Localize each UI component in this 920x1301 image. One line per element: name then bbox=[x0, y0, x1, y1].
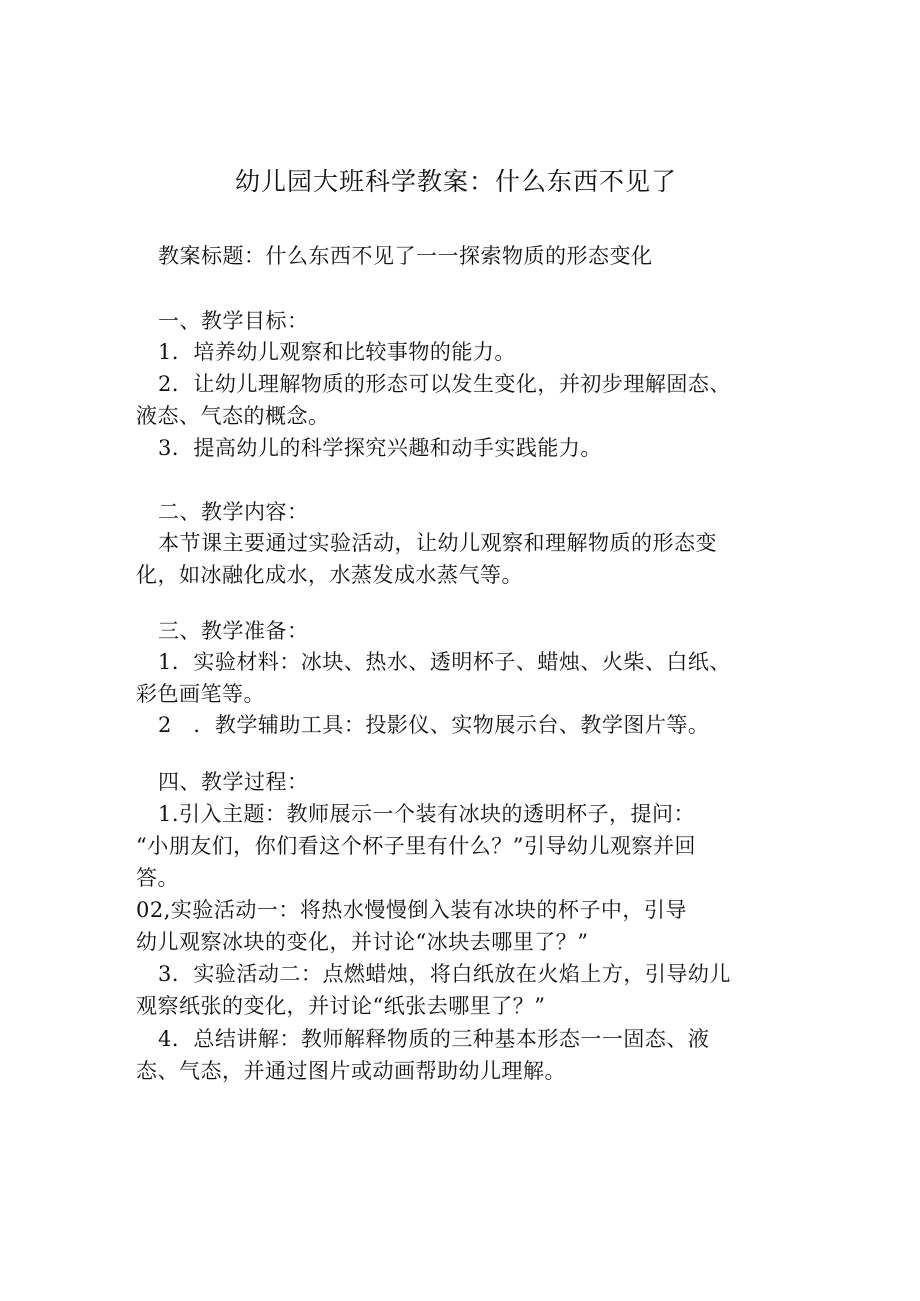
paragraph-line: 观察纸张的变化，并讨论“纸张去哪里了？” bbox=[136, 994, 546, 1018]
section-heading: 三、教学准备： bbox=[158, 619, 309, 643]
paragraph-line: 化，如冰融化成水，水蒸发成水蒸气等。 bbox=[136, 563, 523, 587]
list-item: 2．让幼儿理解物质的形态可以发生变化，并初步理解固态、 bbox=[158, 372, 731, 396]
paragraph-line: 幼儿观察冰块的变化，并讨论“冰块去哪里了？” bbox=[136, 930, 589, 954]
paragraph-line: 1.引入主题：教师展示一个装有冰块的透明杯子，提问： bbox=[158, 802, 696, 826]
list-item: 1．培养幼儿观察和比较事物的能力。 bbox=[158, 340, 516, 364]
paragraph-line: 态、气态，并通过图片或动画帮助幼儿理解。 bbox=[136, 1059, 566, 1083]
paragraph-line: 02,实验活动一：将热水慢慢倒入装有冰块的杯子中，引导 bbox=[136, 898, 687, 922]
list-item: 2 ．教学辅助工具：投影仪、实物展示台、教学图片等。 bbox=[158, 713, 710, 737]
paragraph-line: 4．总结讲解：教师解释物质的三种基本形态一一固态、液 bbox=[158, 1027, 710, 1051]
section-heading: 一、教学目标： bbox=[158, 309, 309, 333]
paragraph-line: 本节课主要通过实验活动，让幼儿观察和理解物质的形态变 bbox=[158, 531, 717, 555]
document-title: 幼儿园大班科学教案：什么东西不见了 bbox=[235, 167, 678, 196]
list-item: 1．实验材料：冰块、热水、透明杯子、蜡烛、火柴、白纸、 bbox=[158, 650, 731, 674]
paragraph-line: 答。 bbox=[136, 866, 179, 890]
lesson-subtitle: 教案标题：什么东西不见了一一探索物质的形态变化 bbox=[158, 244, 653, 268]
list-item-continuation: 液态、气态的概念。 bbox=[136, 404, 330, 428]
section-heading: 二、教学内容： bbox=[158, 500, 309, 524]
list-item: 3．提高幼儿的科学探究兴趣和动手实践能力。 bbox=[158, 436, 602, 460]
paragraph-line: “小朋友们，你们看这个杯子里有什么？”引导幼儿观察并回 bbox=[136, 834, 696, 858]
section-heading: 四、教学过程： bbox=[158, 770, 309, 794]
paragraph-line: 3．实验活动二：点燃蜡烛，将白纸放在火焰上方，引导幼儿 bbox=[158, 962, 731, 986]
list-item-continuation: 彩色画笔等。 bbox=[136, 682, 265, 706]
